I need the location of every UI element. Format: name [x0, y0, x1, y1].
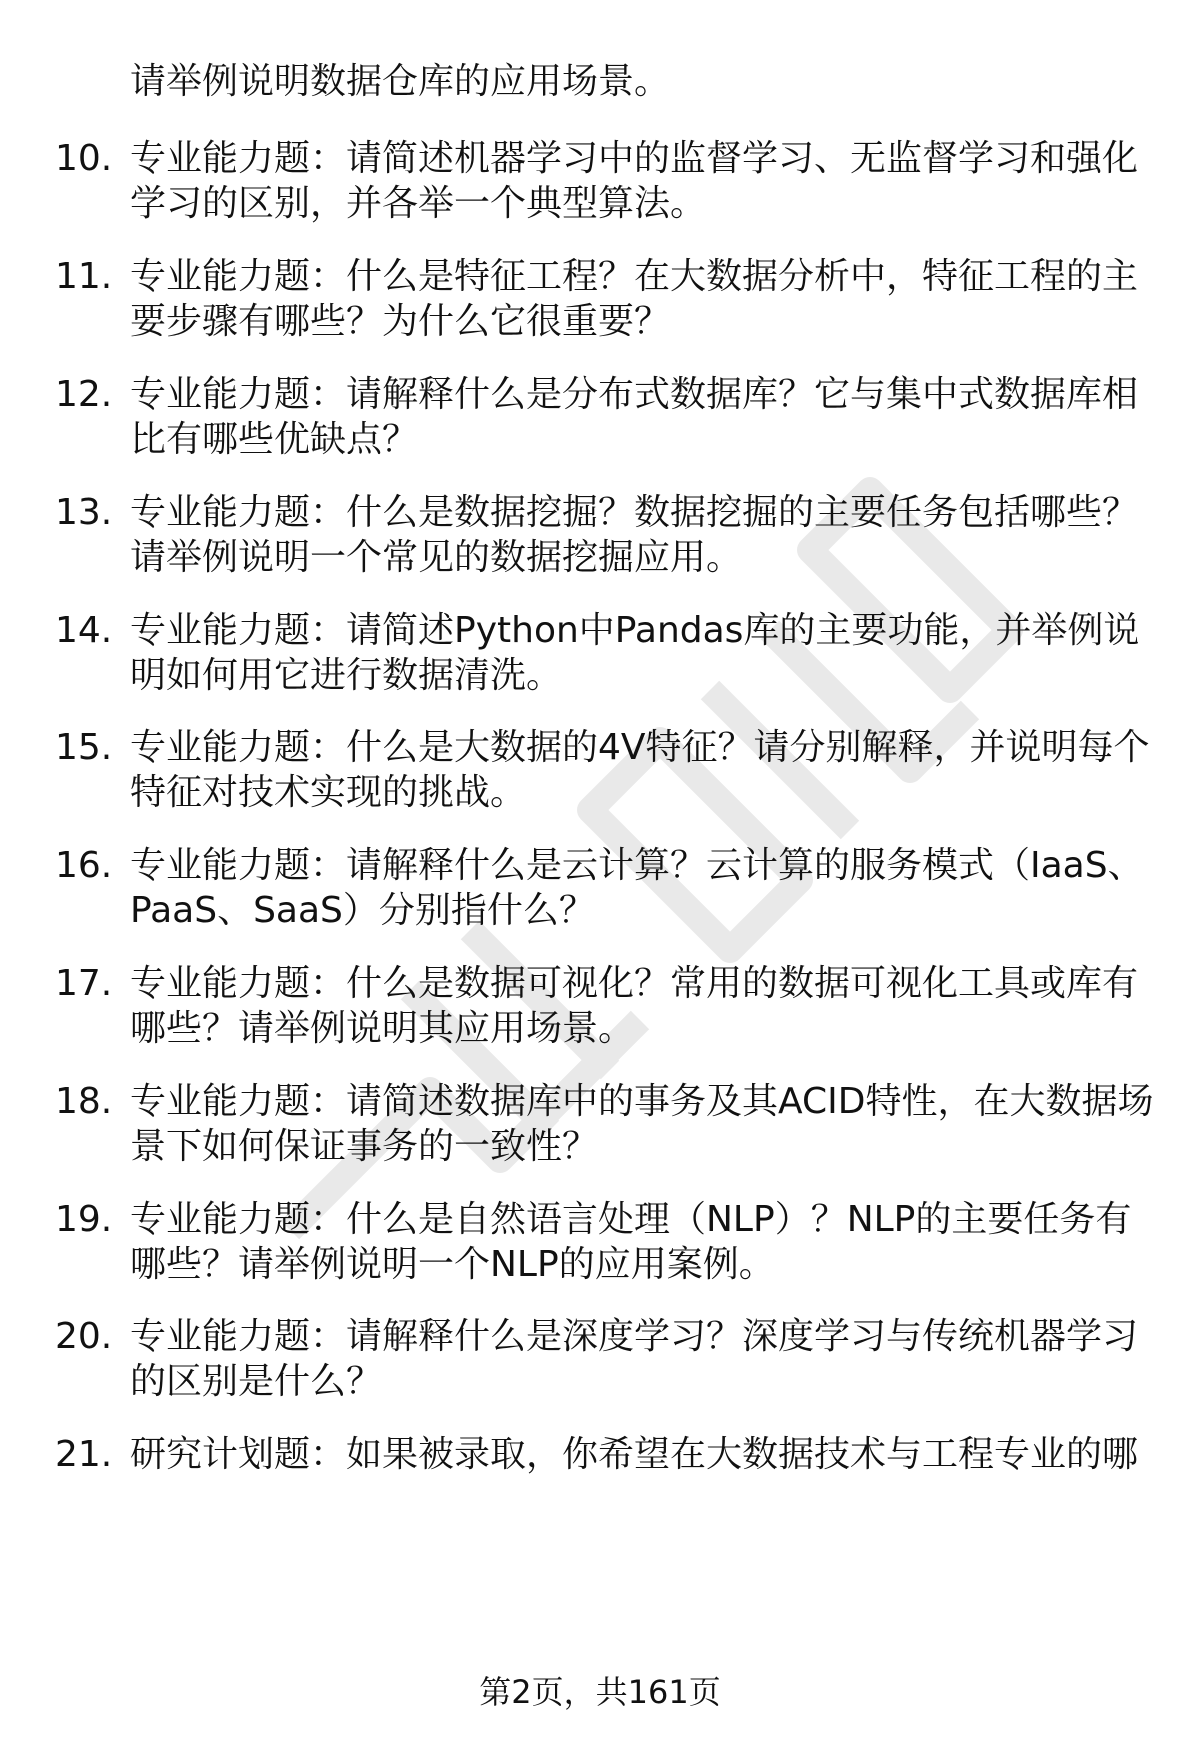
question-text-line: 专业能力题：请简述机器学习中的监督学习、无监督学习和强化 [130, 138, 1139, 179]
question-number: 17. [55, 963, 113, 1004]
question-number: 19. [55, 1199, 113, 1240]
question-text-line: 专业能力题：什么是数据挖掘？数据挖掘的主要任务包括哪些？ [130, 492, 1139, 533]
page-footer: 第2页，共161页 [479, 1673, 721, 1711]
question-number: 18. [55, 1081, 113, 1122]
question-number: 10. [55, 138, 113, 179]
question-text-line: 专业能力题：请解释什么是深度学习？深度学习与传统机器学习 [130, 1316, 1139, 1357]
question-text-line: 专业能力题：什么是特征工程？在大数据分析中，特征工程的主 [130, 256, 1139, 297]
question-text-line: 哪些？请举例说明一个NLP的应用案例。 [130, 1244, 775, 1285]
question-text-line: 专业能力题：什么是数据可视化？常用的数据可视化工具或库有 [130, 963, 1139, 1004]
question-number: 12. [55, 374, 113, 415]
question-text-line: 明如何用它进行数据清洗。 [130, 655, 563, 696]
question-number: 16. [55, 845, 113, 886]
question-number: 15. [55, 727, 113, 768]
question-text-line: 特征对技术实现的挑战。 [130, 772, 527, 813]
question-text-line: 的区别是什么？ [130, 1361, 383, 1402]
question-text-line: 要步骤有哪些？为什么它很重要？ [130, 301, 671, 342]
question-number: 13. [55, 492, 113, 533]
question-text-line: 专业能力题：什么是自然语言处理（NLP）？NLP的主要任务有 [130, 1199, 1132, 1240]
question-text-line: 专业能力题：请简述数据库中的事务及其ACID特性，在大数据场 [130, 1081, 1154, 1122]
question-text-line: 研究计划题：如果被录取，你希望在大数据技术与工程专业的哪 [130, 1434, 1139, 1475]
question-number: 21. [55, 1434, 113, 1475]
question-text-line: 专业能力题：请简述Python中Pandas库的主要功能，并举例说 [130, 610, 1140, 651]
question-text-line: 哪些？请举例说明其应用场景。 [130, 1008, 635, 1049]
question-text-line: 比有哪些优缺点？ [130, 419, 419, 460]
question-text-line: 学习的区别，并各举一个典型算法。 [130, 183, 707, 224]
question-number: 20. [55, 1316, 113, 1357]
question-text-line: 专业能力题：什么是大数据的4V特征？请分别解释，并说明每个 [130, 727, 1150, 768]
question-text-line: 请举例说明一个常见的数据挖掘应用。 [130, 537, 743, 578]
question-number: 14. [55, 610, 113, 651]
question-text-line: 专业能力题：请解释什么是分布式数据库？它与集中式数据库相 [130, 374, 1139, 415]
question-number: 11. [55, 256, 113, 297]
question-text-line: PaaS、SaaS）分别指什么？ [130, 890, 595, 931]
question-text-line: 景下如何保证事务的一致性？ [130, 1126, 599, 1167]
question-text-line: 专业能力题：请解释什么是云计算？云计算的服务模式（IaaS、 [130, 845, 1144, 886]
question-text-line: 请举例说明数据仓库的应用场景。 [130, 61, 671, 102]
